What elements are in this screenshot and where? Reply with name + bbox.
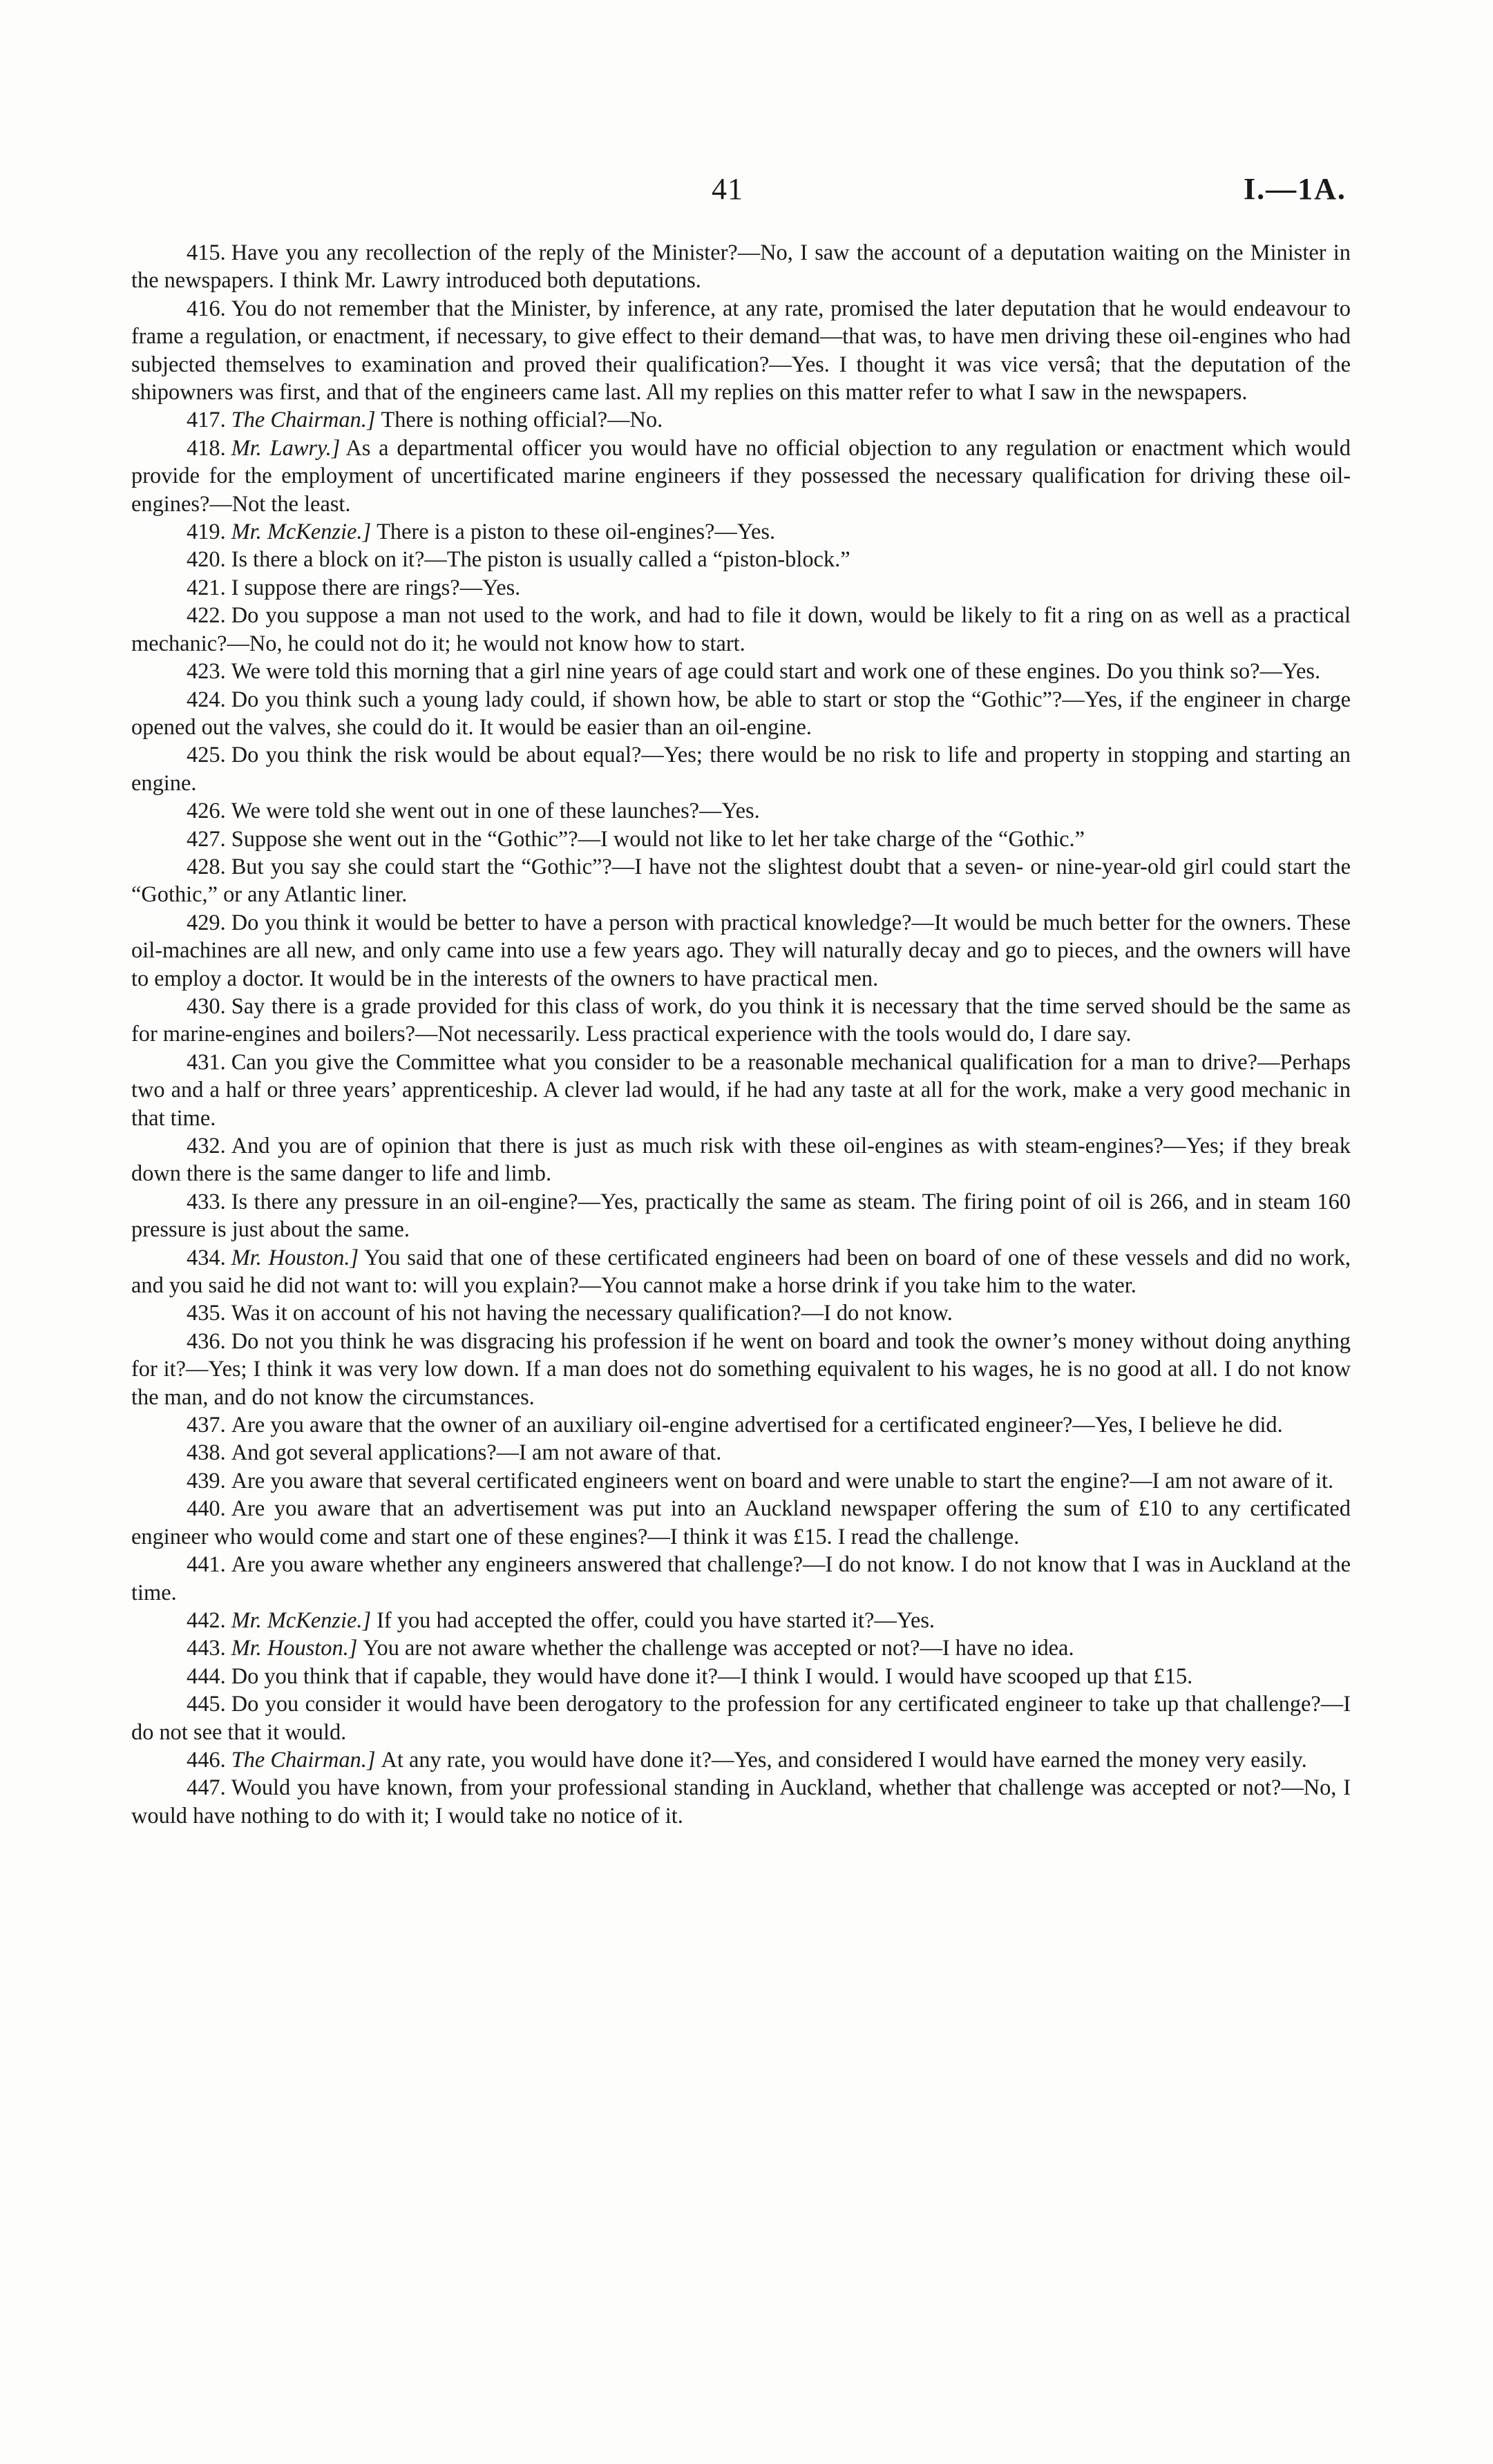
document-reference: I.—1A. bbox=[1244, 172, 1347, 206]
question-number: 446. bbox=[187, 1747, 226, 1773]
question-answer-text: Do you think it would be better to have a person with practical knowledge?—It would be much better for the owners. These oil-machines are all new, and only came into use a few years ago. They will naturally decay and go to pieces, and the owners will have to employ a doctor. It would be in the interests of the owners to have practical men. bbox=[131, 910, 1351, 991]
question-paragraph bbox=[131, 1774, 1351, 1830]
question-paragraph bbox=[131, 406, 1351, 434]
question-paragraph bbox=[131, 909, 1351, 993]
question-answer-text: Do not you think he was disgracing his profession if he went on board and took the owner’s money without doing anything for it?—Yes; I think it was very low down. If a man does not do something equivalent to his wages, he is no good at all. I do not know the man, and do not know the circumstances. bbox=[131, 1328, 1351, 1410]
question-paragraph bbox=[131, 686, 1351, 742]
question-number: 433. bbox=[187, 1189, 226, 1214]
question-paragraph bbox=[131, 1439, 1351, 1467]
question-answer-text: Have you any recollection of the reply of the Minister?—No, I saw the account of a deputation waiting on the Minister in the newspapers. I think Mr. Lawry introduced both deputations. bbox=[131, 240, 1351, 294]
question-answer-text: Is there a block on it?—The piston is usually called a “piston-block.” bbox=[231, 547, 850, 573]
evidence-transcript bbox=[131, 239, 1351, 1830]
question-answer-text: Are you aware that an advertisement was put into an Auckland newspaper offering the sum of £10 to any certificated engineer who would come and start one of these engines?—I think it was £15. I read the challenge. bbox=[131, 1496, 1351, 1549]
question-paragraph bbox=[131, 295, 1351, 407]
question-number: 435. bbox=[187, 1301, 226, 1326]
question-number: 432. bbox=[187, 1134, 226, 1158]
question-paragraph bbox=[131, 1049, 1351, 1132]
question-paragraph bbox=[131, 797, 1351, 825]
question-answer-text: There is a piston to these oil-engines?—Yes. bbox=[377, 519, 776, 545]
question-answer-text: Are you aware whether any engineers answered that challenge?—I do not know. I do not know that I was in Auckland at the time. bbox=[131, 1552, 1351, 1605]
question-answer-text: Suppose she went out in the “Gothic”?—I would not like to let her take charge of the “Gothic.” bbox=[231, 826, 1085, 852]
question-answer-text: Are you aware that the owner of an auxiliary oil-engine advertised for a certificated engineer?—Yes, I believe he did. bbox=[231, 1413, 1283, 1438]
question-answer-text: There is nothing official?—No. bbox=[381, 408, 663, 433]
question-number: 434. bbox=[187, 1245, 226, 1270]
question-answer-text: Are you aware that several certificated engineers went on board and were unable to start the engine?—I am not aware of it. bbox=[231, 1468, 1334, 1493]
question-paragraph bbox=[131, 1467, 1351, 1495]
question-paragraph bbox=[131, 1634, 1351, 1662]
question-number: 441. bbox=[187, 1552, 226, 1578]
question-answer-text: We were told she went out in one of these launches?—Yes. bbox=[231, 799, 760, 824]
question-number: 443. bbox=[187, 1636, 226, 1661]
question-answer-text: Do you think such a young lady could, if shown how, be able to start or stop the “Gothic”?—Yes, if the engineer in charge opened out the valves, she could do it. It would be easier than an oil-engine. bbox=[131, 687, 1351, 740]
page-header bbox=[0, 171, 1493, 220]
question-answer-text: Say there is a grade provided for this class of work, do you think it is necessary that the time served should be the same as for marine-engines and boilers?—Not necessarily. Less practical experience with the tools would do, I dare say. bbox=[131, 993, 1351, 1047]
question-paragraph bbox=[131, 239, 1351, 295]
question-paragraph bbox=[131, 1607, 1351, 1634]
question-answer-text: And got several applications?—I am not aware of that. bbox=[231, 1440, 722, 1466]
question-number: 442. bbox=[187, 1607, 226, 1633]
question-paragraph bbox=[131, 1690, 1351, 1746]
question-number: 436. bbox=[187, 1328, 226, 1354]
page-number: 41 bbox=[712, 172, 743, 206]
question-number: 437. bbox=[187, 1413, 226, 1438]
question-paragraph bbox=[131, 853, 1351, 909]
question-answer-text: As a departmental officer you would have no official objection to any regulation or enactment which would provide for the employment of uncertificated marine engineers if they possessed the necessary qualification for driving these oil-engines?—Not the least. bbox=[131, 435, 1351, 517]
question-answer-text: Can you give the Committee what you consider to be a reasonable mechanical qualification for a man to drive?—Perhaps two and a half or three years’ apprenticeship. A clever lad would, if he had any taste at all for the work, make a very good mechanic in that time. bbox=[131, 1049, 1351, 1131]
question-answer-text: At any rate, you would have done it?—Yes, and considered I would have earned the money very easily. bbox=[381, 1747, 1307, 1773]
question-paragraph bbox=[131, 1188, 1351, 1244]
question-number: 415. bbox=[187, 240, 226, 265]
speaker-name: Mr. Houston.] bbox=[231, 1245, 359, 1270]
question-number: 430. bbox=[187, 993, 226, 1019]
question-answer-text: Do you suppose a man not used to the work, and had to file it down, would be likely to fit a ring on as well as a practical mechanic?—No, he could not do it; he would not know how to start. bbox=[131, 603, 1351, 656]
question-paragraph bbox=[131, 825, 1351, 853]
question-number: 444. bbox=[187, 1663, 226, 1689]
question-paragraph bbox=[131, 602, 1351, 658]
speaker-name: The Chairman.] bbox=[231, 1747, 376, 1773]
question-number: 428. bbox=[187, 854, 226, 879]
question-number: 447. bbox=[187, 1775, 226, 1801]
question-answer-text: You are not aware whether the challenge was accepted or not?—I have no idea. bbox=[363, 1636, 1074, 1661]
question-paragraph bbox=[131, 993, 1351, 1049]
question-paragraph bbox=[131, 1132, 1351, 1188]
question-number: 419. bbox=[187, 519, 226, 545]
question-number: 416. bbox=[187, 296, 226, 321]
question-answer-text: Do you consider it would have been derogatory to the profession for any certificated engineer to take up that challenge?—I do not see that it would. bbox=[131, 1692, 1351, 1745]
question-answer-text: Was it on account of his not having the necessary qualification?—I do not know. bbox=[231, 1301, 953, 1326]
question-paragraph bbox=[131, 1746, 1351, 1774]
question-number: 438. bbox=[187, 1440, 226, 1466]
question-number: 426. bbox=[187, 799, 226, 824]
question-number: 418. bbox=[187, 435, 226, 461]
question-paragraph bbox=[131, 1411, 1351, 1439]
question-number: 445. bbox=[187, 1692, 226, 1717]
speaker-name: Mr. McKenzie.] bbox=[231, 1607, 372, 1633]
speaker-name: Mr. Houston.] bbox=[231, 1636, 358, 1661]
question-answer-text: And you are of opinion that there is just as much risk with these oil-engines as with steam-engines?—Yes; if they break down there is the same danger to life and limb. bbox=[131, 1134, 1351, 1187]
question-paragraph bbox=[131, 1495, 1351, 1551]
question-paragraph bbox=[131, 1663, 1351, 1690]
question-paragraph bbox=[131, 574, 1351, 602]
question-number: 427. bbox=[187, 826, 226, 852]
question-answer-text: If you had accepted the offer, could you have started it?—Yes. bbox=[377, 1607, 935, 1633]
question-number: 423. bbox=[187, 659, 226, 685]
question-number: 440. bbox=[187, 1496, 226, 1522]
question-answer-text: Would you have known, from your professional standing in Auckland, whether that challenge was accepted or not?—No, I would have nothing to do with it; I would take no notice of it. bbox=[131, 1775, 1351, 1828]
question-paragraph bbox=[131, 546, 1351, 573]
question-number: 421. bbox=[187, 575, 226, 600]
question-answer-text: Do you think that if capable, they would have done it?—I think I would. I would have scooped up that £15. bbox=[231, 1663, 1193, 1689]
question-paragraph bbox=[131, 434, 1351, 518]
question-paragraph bbox=[131, 1299, 1351, 1327]
question-number: 431. bbox=[187, 1049, 226, 1075]
speaker-name: The Chairman.] bbox=[231, 408, 376, 433]
question-answer-text: Do you think the risk would be about equal?—Yes; there would be no risk to life and property in stopping and starting an engine. bbox=[131, 743, 1351, 796]
question-answer-text: But you say she could start the “Gothic”?—I have not the slightest doubt that a seven- or nine-year-old girl could start the “Gothic,” or any Atlantic liner. bbox=[131, 854, 1351, 908]
question-number: 422. bbox=[187, 603, 226, 629]
question-paragraph bbox=[131, 741, 1351, 797]
question-number: 425. bbox=[187, 743, 226, 768]
speaker-name: Mr. McKenzie.] bbox=[231, 519, 372, 545]
question-answer-text: You said that one of these certificated engineers had been on board of one of these vessels and did no work, and you said he did not want to: will you explain?—You cannot make a horse drink if you take him to the water. bbox=[131, 1245, 1351, 1299]
question-number: 420. bbox=[187, 547, 226, 573]
speaker-name: Mr. Lawry.] bbox=[231, 435, 341, 461]
question-paragraph bbox=[131, 1328, 1351, 1411]
question-paragraph bbox=[131, 1551, 1351, 1607]
question-answer-text: I suppose there are rings?—Yes. bbox=[231, 575, 521, 600]
question-number: 424. bbox=[187, 687, 226, 712]
question-paragraph bbox=[131, 518, 1351, 546]
question-number: 429. bbox=[187, 910, 226, 935]
question-answer-text: You do not remember that the Minister, by inference, at any rate, promised the later deputation that he would endeavour to frame a regulation, or enactment, if necessary, to give effect to their demand—that was, to have men driving these oil-engines who had subjected themselves to examination and proved their qualification?—Yes. I thought it was vice versâ; that the deputation of the shipowners was first, and that of the engineers came last. All my replies on this matter refer to what I saw in the newspapers. bbox=[131, 296, 1351, 405]
question-answer-text: Is there any pressure in an oil-engine?—Yes, practically the same as steam. The firing point of oil is 266, and in steam 160 pressure is just about the same. bbox=[131, 1189, 1351, 1243]
question-paragraph bbox=[131, 658, 1351, 685]
question-paragraph bbox=[131, 1244, 1351, 1300]
question-answer-text: We were told this morning that a girl nine years of age could start and work one of these engines. Do you think so?—Yes. bbox=[231, 659, 1321, 685]
question-number: 417. bbox=[187, 408, 226, 433]
question-number: 439. bbox=[187, 1468, 226, 1493]
